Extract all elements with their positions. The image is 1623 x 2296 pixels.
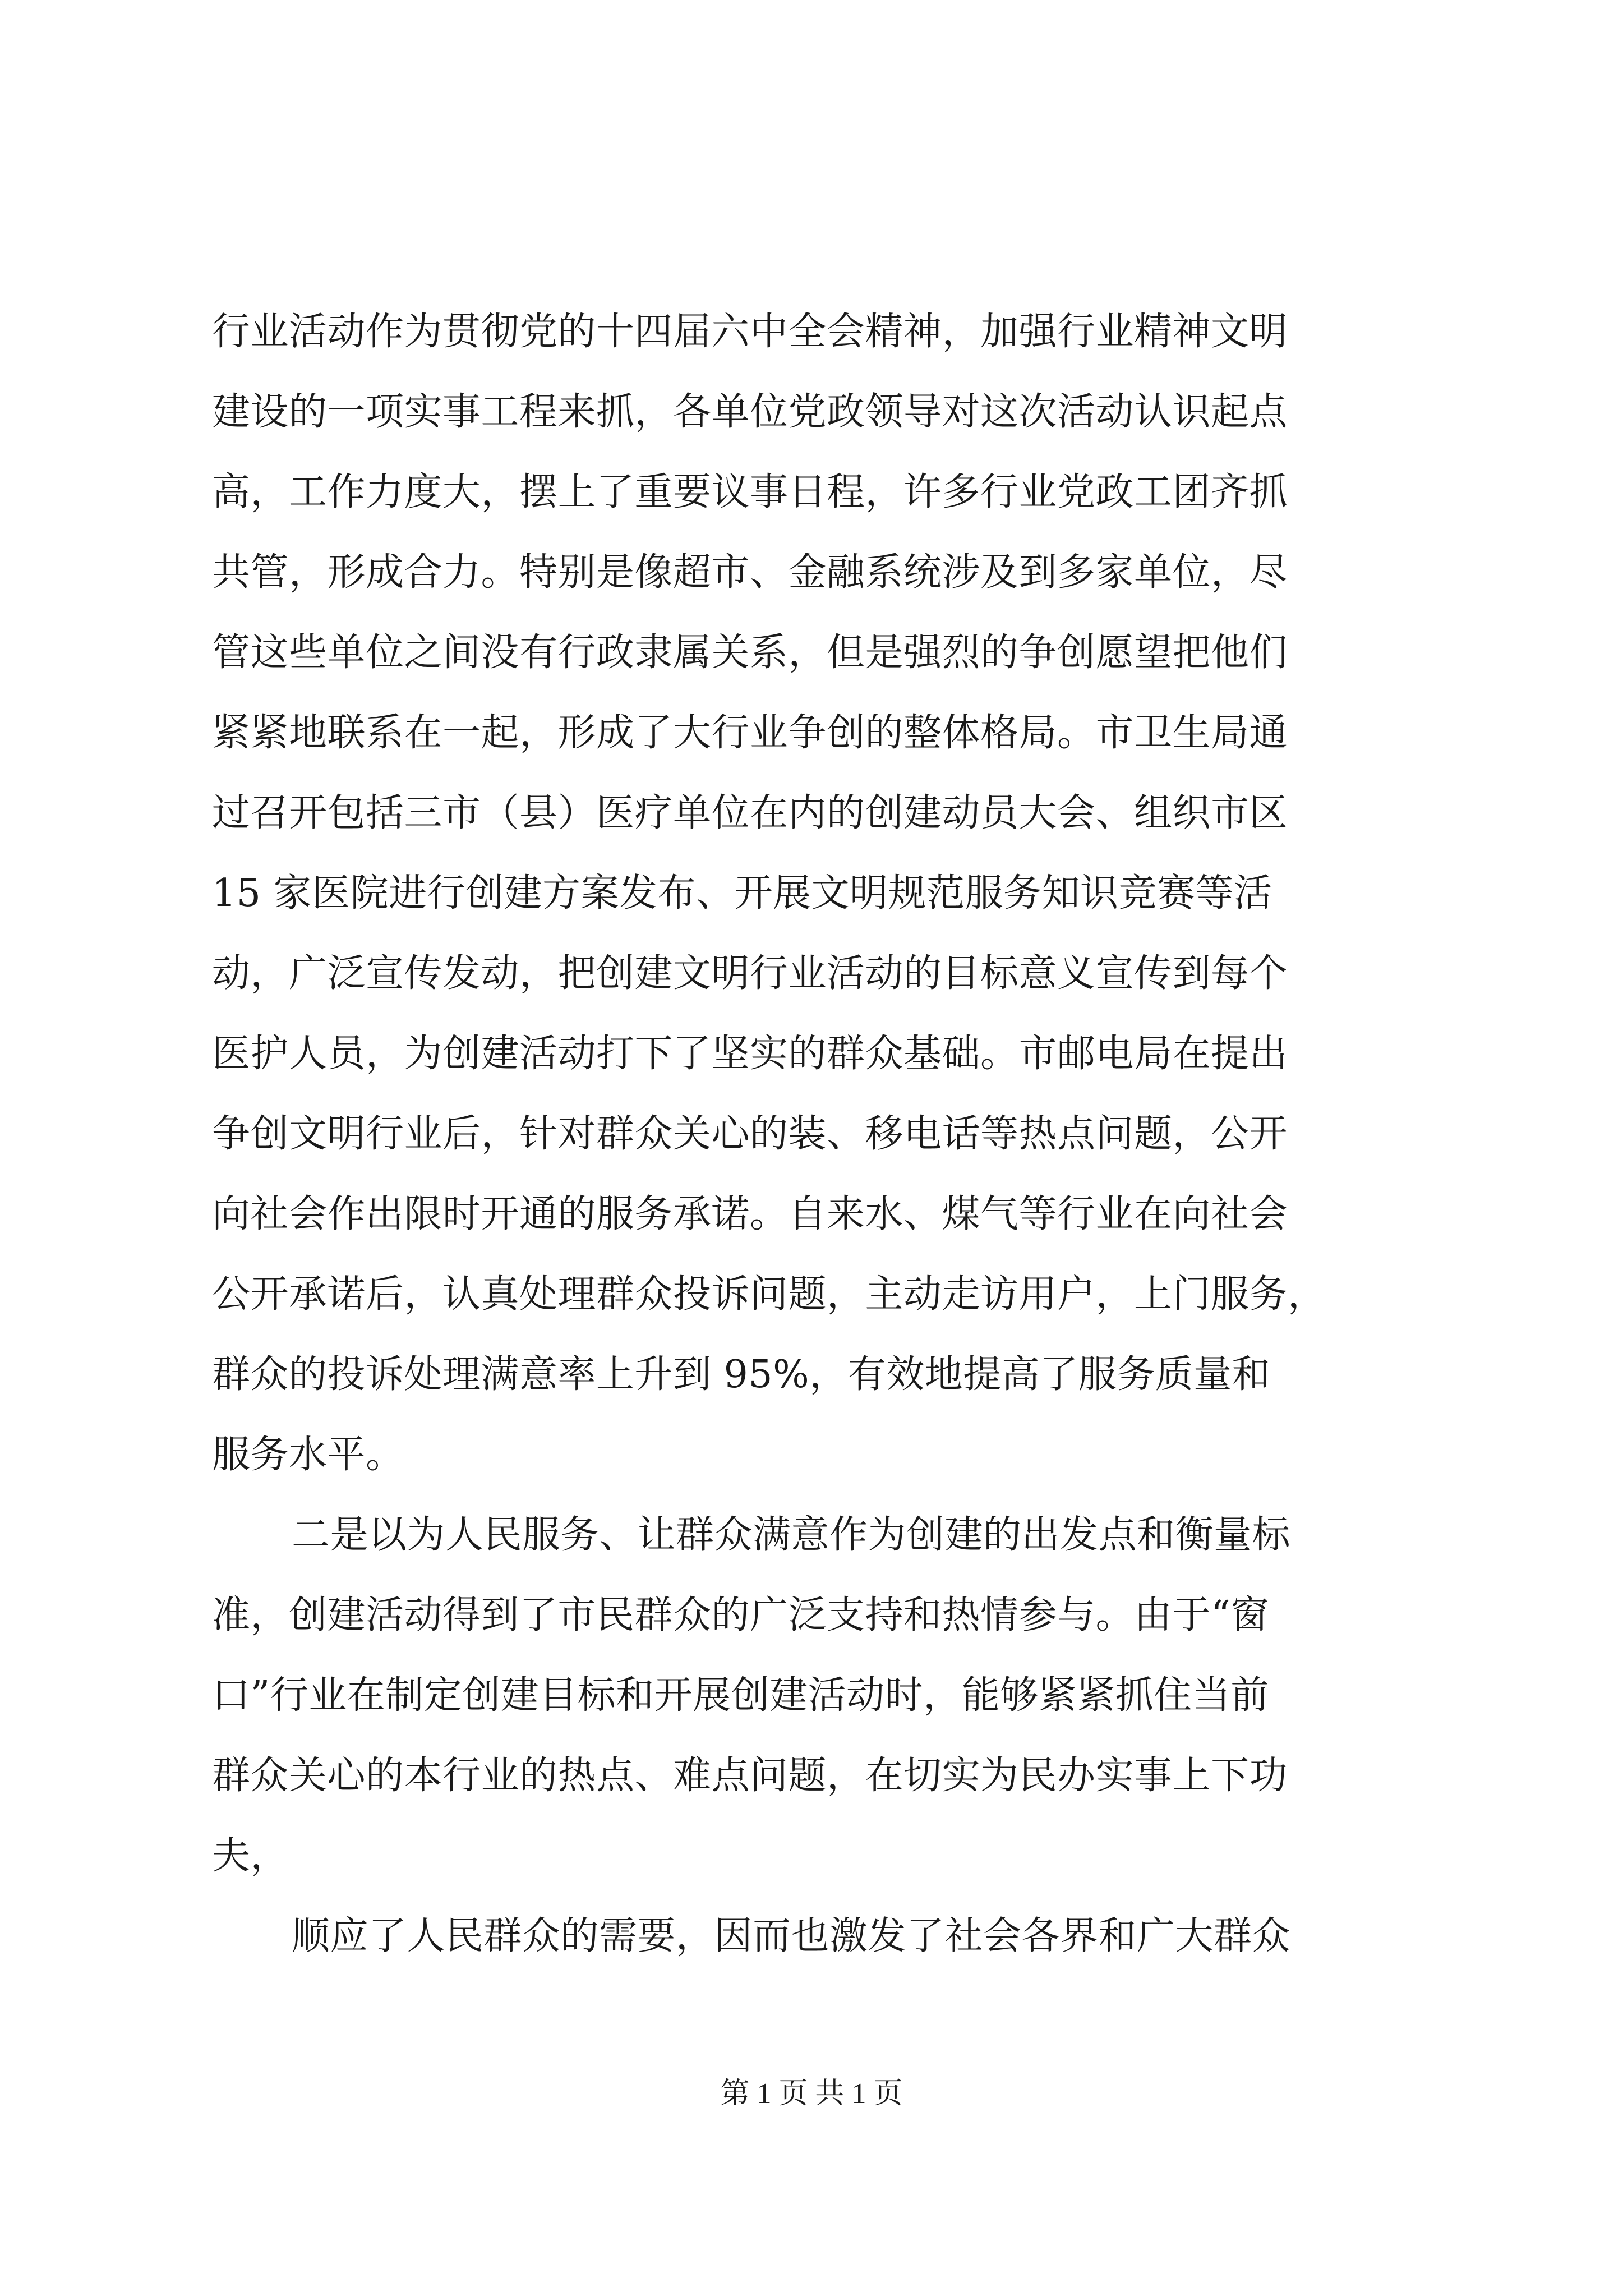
text-line: 公开承诺后，认真处理群众投诉问题，主动走访用户，上门服务， (212, 1272, 1326, 1317)
text-line: 过召开包括三市（县）医疗单位在内的创建动员大会、组织市区 (212, 791, 1288, 835)
text-line: 15 家医院进行创建方案发布、开展文明规范服务知识竞赛等活 (212, 871, 1272, 915)
text-line: 口”行业在制定创建目标和开展创建活动时，能够紧紧抓住当前 (212, 1673, 1269, 1718)
text-line: 争创文明行业后，针对群众关心的装、移电话等热点问题，公开 (212, 1112, 1288, 1156)
paragraph-start-line: 二是以为人民服务、让群众满意作为创建的出发点和衡量标 (292, 1513, 1291, 1557)
text-line: 医护人员，为创建活动打下了坚实的群众基础。市邮电局在提出 (212, 1032, 1288, 1076)
text-line: 行业活动作为贯彻党的十四届六中全会精神，加强行业精神文明 (212, 310, 1288, 354)
text-line: 夫， (212, 1834, 289, 1878)
text-line: 紧紧地联系在一起，形成了大行业争创的整体格局。市卫生局通 (212, 711, 1288, 755)
document-body (212, 292, 1418, 1976)
text-line: 准，创建活动得到了市民群众的广泛支持和热情参与。由于“窗 (212, 1593, 1269, 1637)
paragraph-start-line: 顺应了人民群众的需要，因而也激发了社会各界和广大群众 (292, 1914, 1291, 1958)
text-line: 向社会作出限时开通的服务承诺。自来水、煤气等行业在向社会 (212, 1192, 1288, 1236)
text-line: 动，广泛宣传发动，把创建文明行业活动的目标意义宣传到每个 (212, 951, 1288, 996)
text-line: 共管，形成合力。特别是像超市、金融系统涉及到多家单位，尽 (212, 550, 1288, 595)
text-line: 高，工作力度大，摆上了重要议事日程，许多行业党政工团齐抓 (212, 470, 1288, 514)
text-line: 服务水平。 (212, 1433, 404, 1477)
text-line: 群众关心的本行业的热点、难点问题，在切实为民办实事上下功 (212, 1754, 1288, 1798)
page-footer: 第 1 页 共 1 页 (720, 2078, 903, 2110)
text-line: 建设的一项实事工程来抓，各单位党政领导对这次活动认识起点 (212, 390, 1288, 434)
text-line: 管这些单位之间没有行政隶属关系，但是强烈的争创愿望把他们 (212, 631, 1288, 675)
text-line: 群众的投诉处理满意率上升到 95%，有效地提高了服务质量和 (212, 1352, 1271, 1397)
